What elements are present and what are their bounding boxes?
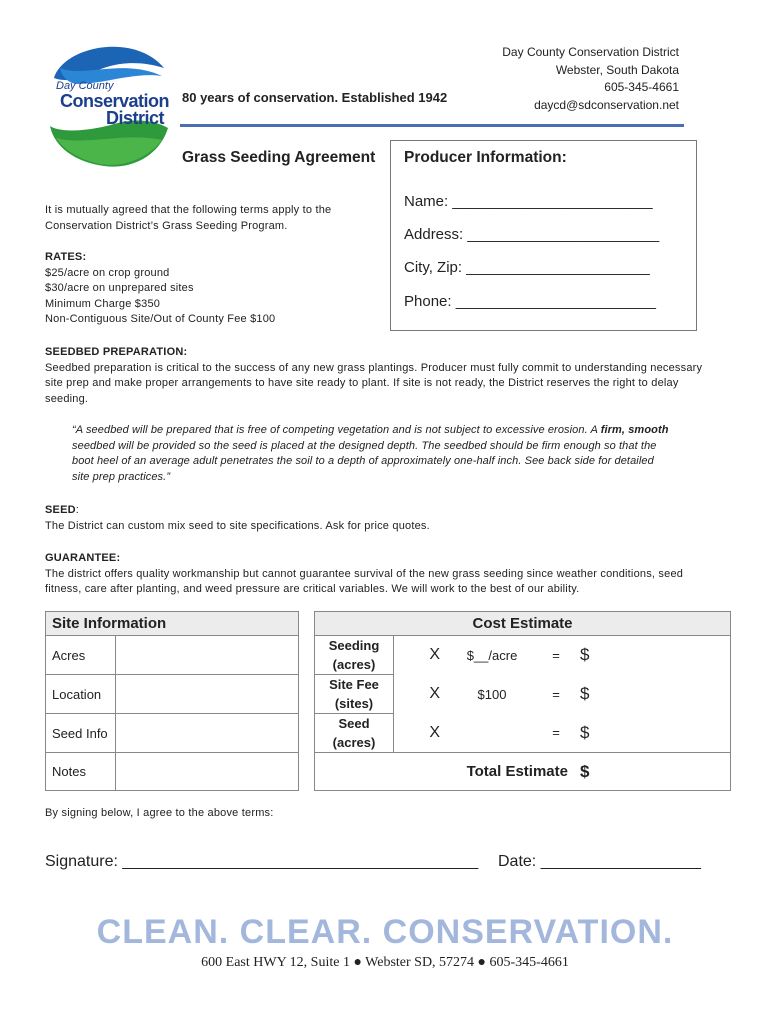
contact-phone: 605-345-4661 — [604, 80, 679, 94]
cost-estimate-title: Cost Estimate — [315, 612, 731, 636]
total-estimate-label: Total Estimate — [315, 753, 575, 791]
contact-email: daycd@sdconservation.net — [534, 97, 679, 112]
seeding-rate[interactable]: $__/acre — [466, 647, 518, 663]
seedbed-quote — [72, 423, 672, 485]
site-row-label: Location — [46, 675, 116, 714]
signature-field[interactable]: Signature: ________________________________________ — [45, 853, 479, 870]
name-field[interactable]: Name: ________________________ — [404, 193, 653, 210]
quote-part-2: seedbed will be provided so the seed is placed at the designed depth. The seedbed should be firm enough so that the boot heel of an average adult penetrates the soil to a depth of approximately one-half inch. See back side for detailed site prep practices.” — [72, 439, 657, 483]
logo-line-1: Conservation — [60, 91, 170, 111]
seed-rate[interactable] — [446, 714, 538, 753]
cost-item-label: Seeding (acres) — [315, 636, 394, 675]
site-fee-rate: $100 — [477, 686, 507, 702]
phone-field[interactable]: Phone: ________________________ — [404, 293, 656, 310]
rate-line: Non-Contiguous Site/Out of County Fee $100 — [45, 313, 276, 325]
tagline: 80 years of conservation. Established 1942 — [182, 90, 448, 105]
guarantee-line: fitness, care after planting, and weed pressure are critical variables. We will work to the best of our ability. — [45, 583, 580, 595]
logo-script-text: Day County — [56, 80, 114, 92]
notes-input[interactable] — [116, 753, 299, 791]
acres-input[interactable] — [116, 636, 299, 675]
total-estimate-amount[interactable]: $ — [574, 753, 731, 791]
contact-city: Webster, South Dakota — [555, 62, 679, 77]
intro-line: Conservation District’s Grass Seeding Program. — [45, 219, 288, 232]
seed-colon: : — [75, 504, 80, 516]
seeding-amount[interactable]: $ — [574, 636, 731, 675]
rate-line: $25/acre on crop ground — [45, 266, 170, 279]
footer-address: 600 East HWY 12, Suite 1 ● Webster SD, 57274 ● 605-345-4661 — [201, 955, 569, 970]
seedbed-line: seeding. — [45, 392, 89, 405]
agreement-statement: By signing below, I agree to the above terms: — [45, 807, 274, 819]
site-row-label: Seed Info — [46, 714, 116, 753]
seed-section — [45, 503, 430, 534]
seedbed-section — [45, 345, 735, 407]
multiply-sign: X — [429, 646, 440, 664]
quote-bold-firm: firm, — [600, 424, 626, 436]
seed-info-input[interactable] — [116, 714, 299, 753]
intro-line: It is mutually agreed that the following terms apply to the — [45, 204, 332, 216]
cost-estimate-table — [314, 611, 731, 791]
intro-text — [45, 203, 331, 234]
seedbed-line: site prep and make proper arrangements to have site ready to plant. If site is not ready, the District reserves the right to delay — [45, 377, 679, 389]
equals-sign: = — [552, 725, 560, 741]
seed-heading: SEED — [45, 504, 76, 516]
rates-section — [45, 250, 275, 328]
location-input[interactable] — [116, 675, 299, 714]
site-info-table — [45, 611, 299, 791]
city-zip-field[interactable]: City, Zip: ______________________ — [404, 259, 650, 276]
seedbed-line: Seedbed preparation is critical to the success of any new grass plantings. Producer must fully commit to understanding necessary — [45, 361, 703, 374]
contact-block — [502, 44, 679, 114]
site-row-label: Notes — [46, 753, 116, 791]
rate-line: $30/acre on unprepared sites — [45, 282, 194, 294]
address-field[interactable]: Address: _______________________ — [404, 226, 660, 243]
header-rule — [180, 124, 684, 127]
document-title: Grass Seeding Agreement — [182, 149, 376, 166]
guarantee-section — [45, 551, 745, 598]
producer-info-title: Producer Information: — [404, 149, 567, 166]
guarantee-heading: GUARANTEE: — [45, 552, 121, 564]
quote-bold-smooth: smooth — [628, 424, 669, 436]
logo-line-2: District — [106, 108, 165, 128]
multiply-sign: X — [429, 685, 440, 702]
rates-heading: RATES: — [45, 251, 87, 263]
footer-slogan: CLEAN. CLEAR. CONSERVATION. — [96, 913, 674, 951]
date-field[interactable]: Date: __________________ — [498, 853, 701, 870]
site-info-title: Site Information — [46, 612, 299, 636]
quote-part-1: “A seedbed will be prepared that is free of competing vegetation and is not subject to excessive erosion. A — [72, 424, 601, 436]
rate-line: Minimum Charge $350 — [45, 297, 161, 310]
seedbed-heading: SEEDBED PREPARATION: — [45, 346, 188, 358]
cost-item-label: Seed (acres) — [315, 714, 394, 753]
guarantee-line: The district offers quality workmanship but cannot guarantee survival of the new grass seeding since weather conditions, seed — [45, 567, 684, 580]
seed-amount[interactable]: $ — [574, 714, 731, 753]
site-row-label: Acres — [46, 636, 116, 675]
equals-sign: = — [552, 647, 560, 663]
seed-text: The District can custom mix seed to site specifications. Ask for price quotes. — [45, 519, 430, 532]
equals-sign: = — [552, 686, 560, 702]
cost-item-label: Site Fee (sites) — [315, 675, 394, 714]
contact-org: Day County Conservation District — [502, 45, 679, 59]
multiply-sign: X — [429, 723, 440, 741]
site-fee-amount[interactable]: $ — [574, 675, 731, 714]
